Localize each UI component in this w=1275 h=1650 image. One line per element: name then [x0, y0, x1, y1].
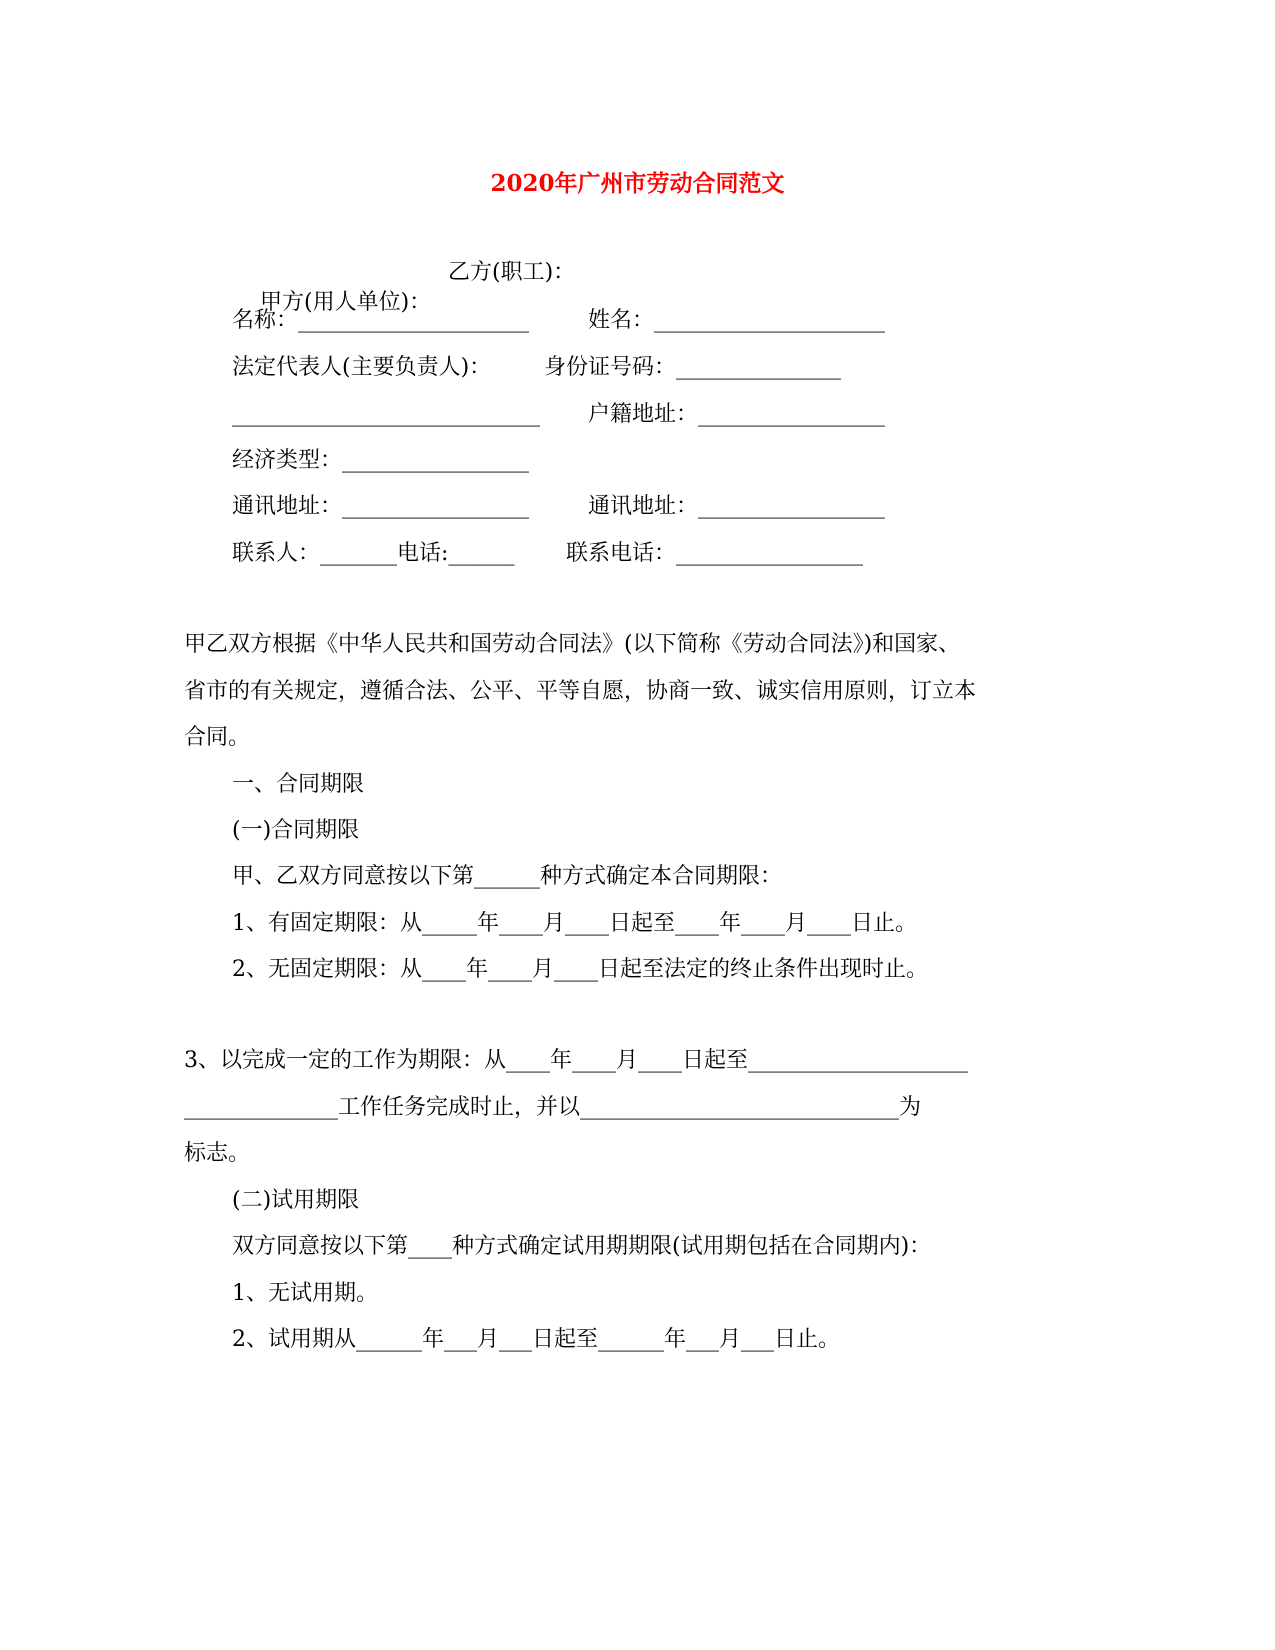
economic-type-field: 经济类型：_________________ [232, 448, 530, 473]
legal-representative-label: 法定代表人(主要负责人)： [232, 355, 492, 380]
document-title: 2020年广州市劳动合同范文 [490, 170, 785, 197]
preamble-line-3: 合同。 [184, 725, 251, 750]
section-1-heading: 一、合同期限 [232, 772, 365, 797]
term-option-3-line-1: 3、以完成一定的工作为期限：从____年____月____日起至____________________ [184, 1048, 968, 1073]
probation-option-2: 2、试用期从______年___月___日起至______年___月___日止。 [232, 1327, 840, 1352]
preamble-line-2: 省市的有关规定，遵循合法、公平、平等自愿，协商一致、诚实信用原则，订立本 [184, 679, 977, 704]
subsection-2-intro: 双方同意按以下第____种方式确定试用期期限(试用期包括在合同期内)： [232, 1234, 932, 1259]
party-b-name-field: 姓名：_____________________ [588, 308, 886, 333]
legal-representative-blank: ____________________________ [232, 402, 540, 427]
term-option-1: 1、有固定期限：从_____年____月____日起至____年____月____日止。 [232, 911, 917, 936]
household-address-field: 户籍地址：_________________ [588, 402, 886, 427]
party-b-label: 乙方(职工)： [448, 260, 576, 285]
probation-option-1: 1、无试用期。 [232, 1281, 378, 1306]
id-number-field: 身份证号码：_______________ [544, 355, 842, 380]
subsection-1-heading: (一)合同期限 [232, 818, 360, 843]
subsection-2-heading: (二)试用期限 [232, 1188, 360, 1213]
party-a-address-field: 通讯地址：_________________ [232, 494, 530, 519]
preamble-line-1: 甲乙双方根据《中华人民共和国劳动合同法》(以下简称《劳动合同法》)和国家、 [184, 632, 961, 657]
contact-person-field: 联系人：_______电话:______ [232, 541, 515, 566]
party-a-name-field: 名称：_____________________ [232, 308, 530, 333]
term-option-2: 2、无固定期限：从____年____月____日起至法定的终止条件出现时止。 [232, 957, 928, 982]
party-a-label: 甲方(用人单位)： [259, 290, 432, 315]
term-option-3-line-3: 标志。 [184, 1141, 251, 1166]
contact-phone-field: 联系电话：_________________ [566, 541, 864, 566]
party-b-address-field: 通讯地址：_________________ [588, 494, 886, 519]
term-option-3-line-2: ______________工作任务完成时止，并以_____________________________为 [184, 1095, 922, 1120]
subsection-1-intro: 甲、乙双方同意按以下第______种方式确定本合同期限： [232, 864, 783, 889]
